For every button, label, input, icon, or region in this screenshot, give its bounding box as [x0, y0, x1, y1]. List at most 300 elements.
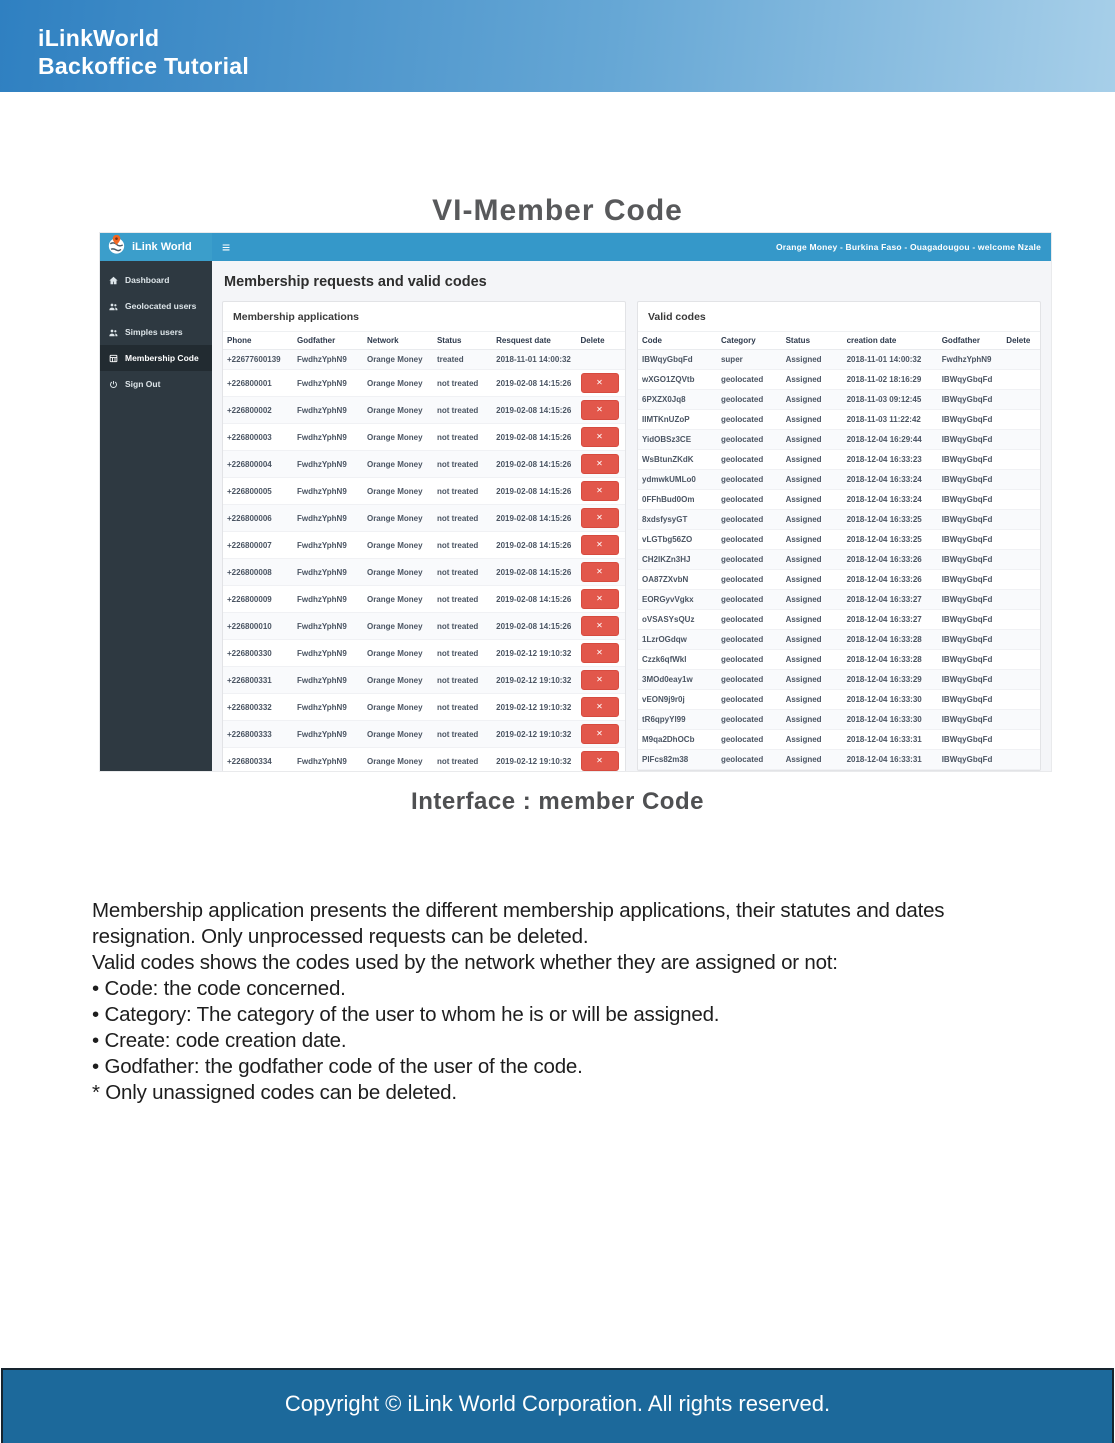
cell-delete [1002, 610, 1040, 630]
table-row [223, 350, 625, 370]
cell-delete [577, 613, 626, 640]
table-row [638, 510, 1040, 530]
table-row [638, 530, 1040, 550]
cell-category: geolocated [717, 690, 782, 710]
cell-category: geolocated [717, 470, 782, 490]
delete-button[interactable]: ✕ [581, 697, 619, 717]
cell-status: Assigned [782, 350, 843, 370]
body-line: Membership application presents the different membership applications, their statutes and dates resignation. Only unprocessed requests can be deleted. [92, 899, 945, 948]
cell-godfather: IBWqyGbqFd [938, 530, 1003, 550]
cell-status: Assigned [782, 590, 843, 610]
column-header: Delete [1002, 332, 1040, 350]
body-text [92, 898, 1044, 1106]
cell-category: geolocated [717, 510, 782, 530]
cell-code: vEON9j9r0j [638, 690, 717, 710]
cell-delete [577, 586, 626, 613]
cell-network: Orange Money [363, 505, 433, 532]
cell-date: 2019-02-12 19:10:32 [492, 721, 576, 748]
cell-godfather: IBWqyGbqFd [938, 670, 1003, 690]
cell-delete [1002, 570, 1040, 590]
cell-network: Orange Money [363, 451, 433, 478]
cell-date: 2019-02-12 19:10:32 [492, 640, 576, 667]
table-row [223, 451, 625, 478]
cell-phone: +226800333 [223, 721, 293, 748]
cell-phone: +226800006 [223, 505, 293, 532]
cell-delete [1002, 630, 1040, 650]
cell-phone: +226800007 [223, 532, 293, 559]
cell-category: geolocated [717, 490, 782, 510]
table-row [638, 730, 1040, 750]
delete-button[interactable]: ✕ [581, 535, 619, 555]
cell-created: 2018-12-04 16:33:29 [843, 670, 938, 690]
cell-network: Orange Money [363, 640, 433, 667]
cell-delete [577, 370, 626, 397]
panels [222, 301, 1041, 771]
cell-status: not treated [433, 451, 492, 478]
cell-status: not treated [433, 424, 492, 451]
cell-delete [1002, 410, 1040, 430]
cell-created: 2018-12-04 16:33:25 [843, 530, 938, 550]
cell-delete [577, 667, 626, 694]
body-line: • Category: The category of the user to whom he is or will be assigned. [92, 1003, 720, 1026]
delete-button[interactable]: ✕ [581, 751, 619, 771]
cell-date: 2019-02-08 14:15:26 [492, 424, 576, 451]
cell-status: not treated [433, 532, 492, 559]
cell-delete [1002, 510, 1040, 530]
cell-network: Orange Money [363, 478, 433, 505]
cell-status: Assigned [782, 390, 843, 410]
cell-status: not treated [433, 667, 492, 694]
cell-godfather: IBWqyGbqFd [938, 750, 1003, 770]
cell-category: geolocated [717, 390, 782, 410]
cell-network: Orange Money [363, 694, 433, 721]
cell-status: Assigned [782, 710, 843, 730]
table-row [223, 559, 625, 586]
cell-godfather: IBWqyGbqFd [938, 690, 1003, 710]
cell-code: 3MOd0eay1w [638, 670, 717, 690]
users-icon [109, 328, 118, 337]
cell-date: 2019-02-08 14:15:26 [492, 370, 576, 397]
document-footer [1, 1368, 1114, 1443]
delete-button[interactable]: ✕ [581, 400, 619, 420]
copyright-text: Copyright © iLink World Corporation. All rights reserved. [284, 1391, 831, 1416]
table-row [638, 470, 1040, 490]
cell-status: not treated [433, 613, 492, 640]
cell-code: ydmwkUMLo0 [638, 470, 717, 490]
sidebar-item-label: Simples users [125, 327, 183, 337]
table-row [638, 590, 1040, 610]
cell-phone: +226800008 [223, 559, 293, 586]
cell-delete [1002, 730, 1040, 750]
delete-button[interactable]: ✕ [581, 643, 619, 663]
cell-date: 2019-02-12 19:10:32 [492, 748, 576, 772]
cell-delete [1002, 750, 1040, 770]
menu-icon[interactable]: ≡ [222, 239, 231, 255]
cell-date: 2019-02-08 14:15:26 [492, 505, 576, 532]
cell-date: 2019-02-08 14:15:26 [492, 559, 576, 586]
cell-date: 2019-02-12 19:10:32 [492, 694, 576, 721]
cell-created: 2018-11-03 09:12:45 [843, 390, 938, 410]
cell-godfather: IBWqyGbqFd [938, 630, 1003, 650]
cell-delete [577, 721, 626, 748]
cell-status: treated [433, 350, 492, 370]
cell-delete [577, 424, 626, 451]
cell-created: 2018-11-01 14:00:32 [843, 350, 938, 370]
cell-created: 2018-12-04 16:33:27 [843, 590, 938, 610]
cell-date: 2019-02-08 14:15:26 [492, 532, 576, 559]
cell-category: geolocated [717, 530, 782, 550]
column-header: Network [363, 332, 433, 350]
delete-button[interactable]: ✕ [581, 508, 619, 528]
table-header-row [223, 332, 625, 350]
table-row [223, 748, 625, 772]
cell-category: geolocated [717, 650, 782, 670]
cell-status: not treated [433, 397, 492, 424]
table-row [223, 613, 625, 640]
cell-godfather: FwdhzYphN9 [293, 667, 363, 694]
cell-date: 2019-02-08 14:15:26 [492, 586, 576, 613]
table-row [638, 430, 1040, 450]
delete-button[interactable]: ✕ [581, 724, 619, 744]
table-row [223, 586, 625, 613]
cell-delete [1002, 710, 1040, 730]
table-row [638, 670, 1040, 690]
body-line: • Godfather: the godfather code of the user of the code. [92, 1055, 583, 1078]
cell-phone: +226800003 [223, 424, 293, 451]
cell-godfather: FwdhzYphN9 [938, 350, 1003, 370]
valid-codes-panel [637, 301, 1041, 771]
cell-godfather: IBWqyGbqFd [938, 650, 1003, 670]
users-icon [109, 302, 118, 311]
cell-network: Orange Money [363, 424, 433, 451]
table-row [638, 610, 1040, 630]
cell-delete [1002, 390, 1040, 410]
cell-network: Orange Money [363, 721, 433, 748]
cell-delete [577, 478, 626, 505]
cell-delete [577, 694, 626, 721]
table-row [223, 667, 625, 694]
cell-date: 2019-02-08 14:15:26 [492, 397, 576, 424]
column-header: Resquest date [492, 332, 576, 350]
cell-delete [1002, 690, 1040, 710]
cell-created: 2018-12-04 16:33:31 [843, 730, 938, 750]
topbar-main [212, 233, 1051, 261]
sidebar-item-label: Geolocated users [125, 301, 197, 311]
cell-status: not treated [433, 721, 492, 748]
cell-status: not treated [433, 640, 492, 667]
table-row [223, 721, 625, 748]
cell-status: Assigned [782, 670, 843, 690]
card-icon [109, 354, 118, 363]
power-icon [109, 380, 118, 389]
cell-status: not treated [433, 559, 492, 586]
cell-godfather: FwdhzYphN9 [293, 748, 363, 772]
section-title: VI-Member Code [432, 194, 683, 228]
cell-code: WsBtunZKdK [638, 450, 717, 470]
cell-date: 2019-02-08 14:15:26 [492, 613, 576, 640]
cell-network: Orange Money [363, 532, 433, 559]
cell-network: Orange Money [363, 559, 433, 586]
cell-godfather: FwdhzYphN9 [293, 478, 363, 505]
delete-button[interactable]: ✕ [581, 373, 619, 393]
cell-category: geolocated [717, 590, 782, 610]
cell-status: not treated [433, 478, 492, 505]
column-header: Status [782, 332, 843, 350]
cell-godfather: IBWqyGbqFd [938, 610, 1003, 630]
body-line: Valid codes shows the codes used by the network whether they are assigned or not: [92, 951, 838, 974]
cell-status: not treated [433, 694, 492, 721]
sidebar [100, 261, 212, 771]
cell-status: Assigned [782, 430, 843, 450]
cell-code: vLGTbg56ZO [638, 530, 717, 550]
table-row [223, 694, 625, 721]
table-row [223, 640, 625, 667]
delete-button[interactable]: ✕ [581, 616, 619, 636]
brand-title: iLinkWorld [38, 25, 160, 51]
cell-godfather: IBWqyGbqFd [938, 470, 1003, 490]
sidebar-item-geolocated-users[interactable] [100, 293, 212, 319]
column-header: Delete [577, 332, 626, 350]
cell-delete [1002, 530, 1040, 550]
cell-code: tR6qpyYl99 [638, 710, 717, 730]
table-row [223, 397, 625, 424]
cell-created: 2018-12-04 16:33:27 [843, 610, 938, 630]
cell-godfather: IBWqyGbqFd [938, 430, 1003, 450]
table-row [223, 424, 625, 451]
cell-godfather: IBWqyGbqFd [938, 590, 1003, 610]
delete-button[interactable]: ✕ [581, 481, 619, 501]
cell-date: 2018-11-01 14:00:32 [492, 350, 576, 370]
delete-button[interactable]: ✕ [581, 427, 619, 447]
cell-delete [577, 505, 626, 532]
cell-created: 2018-11-02 18:16:29 [843, 370, 938, 390]
applications-panel [222, 301, 626, 771]
cell-godfather: FwdhzYphN9 [293, 586, 363, 613]
cell-category: geolocated [717, 610, 782, 630]
cell-status: Assigned [782, 730, 843, 750]
table-row [638, 370, 1040, 390]
cell-code: PlFcs82m38 [638, 750, 717, 770]
cell-category: geolocated [717, 550, 782, 570]
ilink-logo-icon [107, 234, 126, 260]
cell-category: geolocated [717, 370, 782, 390]
cell-delete [577, 748, 626, 772]
page-title: Membership requests and valid codes [224, 274, 487, 290]
cell-created: 2018-11-03 11:22:42 [843, 410, 938, 430]
sidebar-item-membership-code[interactable] [100, 345, 212, 371]
cell-created: 2018-12-04 16:33:30 [843, 690, 938, 710]
cell-phone: +226800002 [223, 397, 293, 424]
delete-button[interactable]: ✕ [581, 454, 619, 474]
cell-godfather: FwdhzYphN9 [293, 370, 363, 397]
table-row [223, 478, 625, 505]
cell-godfather: IBWqyGbqFd [938, 510, 1003, 530]
table-row [223, 505, 625, 532]
cell-created: 2018-12-04 16:33:24 [843, 470, 938, 490]
cell-status: Assigned [782, 510, 843, 530]
cell-status: Assigned [782, 450, 843, 470]
cell-code: CH2lKZn3HJ [638, 550, 717, 570]
cell-created: 2018-12-04 16:33:24 [843, 490, 938, 510]
applications-panel-title: Membership applications [233, 311, 360, 323]
cell-network: Orange Money [363, 613, 433, 640]
table-row [223, 532, 625, 559]
cell-delete [1002, 470, 1040, 490]
column-header: Code [638, 332, 717, 350]
cell-code: Czzk6qfWkl [638, 650, 717, 670]
cell-category: geolocated [717, 670, 782, 690]
cell-created: 2018-12-04 16:33:25 [843, 510, 938, 530]
cell-status: Assigned [782, 610, 843, 630]
cell-created: 2018-12-04 16:33:31 [843, 750, 938, 770]
body-line: • Code: the code concerned. [92, 977, 346, 1000]
sidebar-item-dashboard[interactable] [100, 267, 212, 293]
cell-phone: +226800001 [223, 370, 293, 397]
cell-status: Assigned [782, 550, 843, 570]
delete-button[interactable]: ✕ [581, 562, 619, 582]
cell-status: Assigned [782, 630, 843, 650]
app-brand-name: iLink World [132, 241, 192, 253]
table-row [638, 490, 1040, 510]
cell-godfather: FwdhzYphN9 [293, 505, 363, 532]
table-row [223, 370, 625, 397]
sidebar-item-sign-out[interactable] [100, 371, 212, 397]
cell-category: geolocated [717, 750, 782, 770]
cell-godfather: IBWqyGbqFd [938, 570, 1003, 590]
cell-created: 2018-12-04 16:33:23 [843, 450, 938, 470]
cell-code: 8xdsfysyGT [638, 510, 717, 530]
cell-status: not treated [433, 748, 492, 772]
cell-delete [1002, 590, 1040, 610]
cell-godfather: FwdhzYphN9 [293, 721, 363, 748]
cell-phone: +226800331 [223, 667, 293, 694]
cell-category: geolocated [717, 630, 782, 650]
table-row [638, 350, 1040, 370]
cell-code: 6PXZX0Jq8 [638, 390, 717, 410]
table-row [638, 630, 1040, 650]
app-body [100, 261, 1051, 771]
cell-delete [1002, 370, 1040, 390]
cell-godfather: IBWqyGbqFd [938, 410, 1003, 430]
cell-godfather: FwdhzYphN9 [293, 694, 363, 721]
cell-network: Orange Money [363, 370, 433, 397]
cell-code: YidOBSz3CE [638, 430, 717, 450]
cell-delete [577, 350, 626, 370]
document-header [0, 0, 1115, 92]
cell-code: 1LzrOGdqw [638, 630, 717, 650]
cell-phone: +22677600139 [223, 350, 293, 370]
cell-godfather: FwdhzYphN9 [293, 640, 363, 667]
cell-code: M9qa2DhOCb [638, 730, 717, 750]
cell-category: geolocated [717, 450, 782, 470]
cell-category: geolocated [717, 730, 782, 750]
cell-delete [1002, 450, 1040, 470]
column-header: Godfather [293, 332, 363, 350]
brand-subtitle: Backoffice Tutorial [38, 53, 250, 79]
cell-code: oVSASYsQUz [638, 610, 717, 630]
cell-godfather: FwdhzYphN9 [293, 559, 363, 586]
cell-phone: +226800330 [223, 640, 293, 667]
cell-godfather: FwdhzYphN9 [293, 397, 363, 424]
cell-status: Assigned [782, 490, 843, 510]
body-line: * Only unassigned codes can be deleted. [92, 1081, 457, 1104]
session-info: Orange Money - Burkina Faso - Ouagadougou - welcome Nzale [775, 242, 1041, 252]
cell-category: geolocated [717, 410, 782, 430]
cell-delete [577, 640, 626, 667]
cell-status: Assigned [782, 470, 843, 490]
delete-button[interactable]: ✕ [581, 670, 619, 690]
cell-network: Orange Money [363, 397, 433, 424]
cell-delete [1002, 430, 1040, 450]
cell-delete [577, 559, 626, 586]
cell-network: Orange Money [363, 667, 433, 694]
delete-button[interactable]: ✕ [581, 589, 619, 609]
cell-created: 2018-12-04 16:33:26 [843, 550, 938, 570]
cell-network: Orange Money [363, 586, 433, 613]
cell-created: 2018-12-04 16:29:44 [843, 430, 938, 450]
cell-code: 0FFhBud0Om [638, 490, 717, 510]
cell-status: not treated [433, 370, 492, 397]
cell-code: OA87ZXvbN [638, 570, 717, 590]
cell-date: 2019-02-12 19:10:32 [492, 667, 576, 694]
cell-code: EORGyvVgkx [638, 590, 717, 610]
column-header: Status [433, 332, 492, 350]
table-row [638, 570, 1040, 590]
app-screenshot [100, 233, 1051, 771]
cell-godfather: IBWqyGbqFd [938, 450, 1003, 470]
cell-code: wXGO1ZQVtb [638, 370, 717, 390]
cell-status: Assigned [782, 370, 843, 390]
valid-codes-table [638, 331, 1040, 770]
cell-godfather: IBWqyGbqFd [938, 390, 1003, 410]
cell-delete [577, 397, 626, 424]
cell-category: super [717, 350, 782, 370]
table-row [638, 750, 1040, 770]
sidebar-item-label: Membership Code [125, 353, 199, 363]
sidebar-item-label: Sign Out [125, 379, 161, 389]
column-header: Category [717, 332, 782, 350]
cell-status: Assigned [782, 690, 843, 710]
applications-table [223, 331, 625, 771]
table-row [638, 410, 1040, 430]
cell-network: Orange Money [363, 350, 433, 370]
cell-godfather: IBWqyGbqFd [938, 710, 1003, 730]
cell-phone: +226800334 [223, 748, 293, 772]
cell-network: Orange Money [363, 748, 433, 772]
cell-created: 2018-12-04 16:33:26 [843, 570, 938, 590]
cell-godfather: FwdhzYphN9 [293, 532, 363, 559]
cell-created: 2018-12-04 16:33:28 [843, 650, 938, 670]
cell-phone: +226800005 [223, 478, 293, 505]
table-row [638, 650, 1040, 670]
cell-phone: +226800332 [223, 694, 293, 721]
cell-date: 2019-02-08 14:15:26 [492, 451, 576, 478]
cell-godfather: FwdhzYphN9 [293, 613, 363, 640]
home-icon [109, 276, 118, 285]
valid-codes-panel-title: Valid codes [648, 311, 706, 323]
cell-delete [1002, 490, 1040, 510]
table-row [638, 450, 1040, 470]
sidebar-item-simples-users[interactable] [100, 319, 212, 345]
cell-status: Assigned [782, 750, 843, 770]
table-header-row [638, 332, 1040, 350]
app-topbar [100, 233, 1051, 261]
cell-godfather: IBWqyGbqFd [938, 550, 1003, 570]
cell-godfather: FwdhzYphN9 [293, 424, 363, 451]
cell-godfather: FwdhzYphN9 [293, 451, 363, 478]
figure-caption: Interface : member Code [411, 788, 704, 815]
cell-delete [1002, 550, 1040, 570]
